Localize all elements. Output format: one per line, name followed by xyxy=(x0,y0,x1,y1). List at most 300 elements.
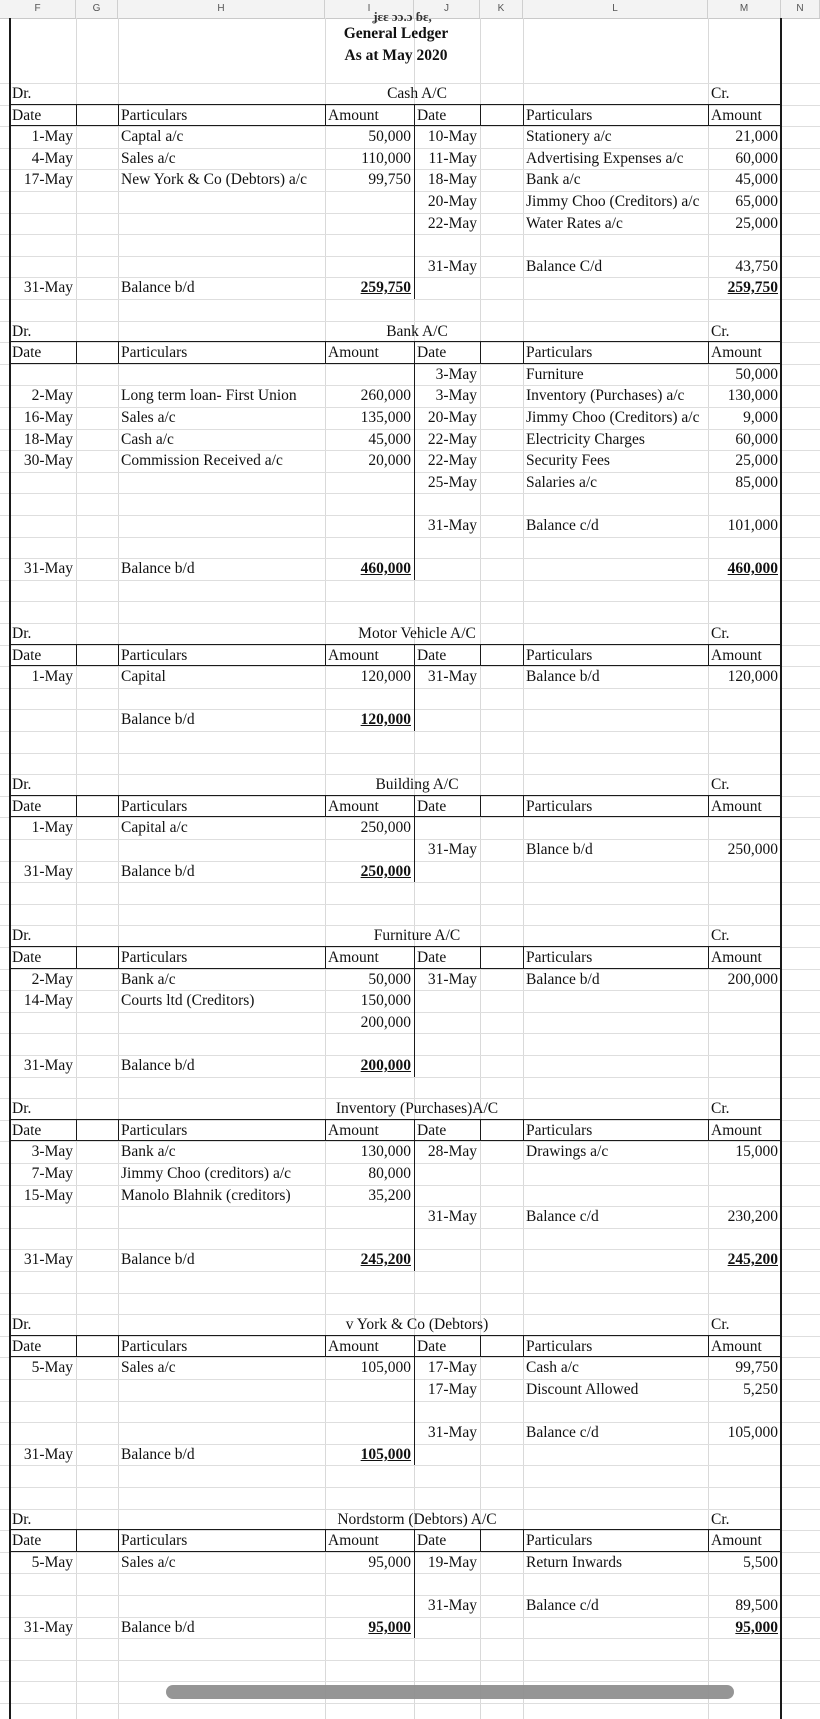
entry-particulars xyxy=(118,1228,325,1249)
entry-particulars-cr xyxy=(523,1033,708,1054)
entry-particulars xyxy=(118,1573,325,1594)
entry-date: 17-May xyxy=(23,171,73,188)
entry-date: 5-May xyxy=(31,1554,73,1571)
column-rule xyxy=(480,1336,481,1357)
entry-amount-cr: 245,200 xyxy=(727,1251,778,1268)
entry-date-cr: 11-May xyxy=(428,150,477,167)
entry-date: 14-May xyxy=(23,992,73,1009)
entry-amount: 99,750 xyxy=(368,171,411,188)
entry-particulars xyxy=(118,1422,325,1443)
column-label-date2: Date xyxy=(417,647,447,664)
entry-amount-cr: 200,000 xyxy=(727,971,778,988)
entry-particulars-cr xyxy=(523,1012,708,1033)
entry-amount: 250,000 xyxy=(360,863,411,880)
column-rule xyxy=(76,105,77,126)
column-label-date2: Date xyxy=(417,949,447,966)
entry-date: 4-May xyxy=(31,150,73,167)
column-label-amount: Amount xyxy=(328,107,379,124)
entry-amount xyxy=(325,472,414,493)
entry-particulars-cr: Balance b/d xyxy=(526,668,600,685)
entry-amount xyxy=(325,537,414,558)
entry-date-cr: 28-May xyxy=(427,1143,477,1160)
entry-amount-cr: 460,000 xyxy=(727,560,778,577)
entry-particulars: Balance b/d xyxy=(121,863,195,880)
entry-date-cr xyxy=(414,1055,480,1076)
entry-amount-cr: 130,000 xyxy=(727,387,778,404)
entry-amount: 460,000 xyxy=(360,560,411,577)
entry-amount-cr xyxy=(708,688,781,709)
column-label-particulars: Particulars xyxy=(121,949,188,966)
entry-amount-cr: 5,500 xyxy=(743,1554,778,1571)
entry-amount xyxy=(325,191,414,212)
column-header-f[interactable]: F xyxy=(0,0,76,18)
entry-particulars: Bank a/c xyxy=(121,971,176,988)
column-label-amount2: Amount xyxy=(711,1338,762,1355)
entry-date: 31-May xyxy=(23,1057,73,1074)
column-label-particulars2: Particulars xyxy=(526,798,593,815)
column-rule xyxy=(480,947,481,969)
entry-amount xyxy=(325,688,414,709)
entry-amount: 20,000 xyxy=(368,452,411,469)
ledger-title: General Ledger xyxy=(343,25,449,42)
entry-amount-cr xyxy=(708,1401,781,1422)
entry-amount xyxy=(325,493,414,514)
account-title: Building A/C xyxy=(375,776,459,793)
entry-amount-cr xyxy=(708,709,781,730)
entry-date-cr xyxy=(414,688,480,709)
entry-particulars: Sales a/c xyxy=(121,150,176,167)
entry-particulars-cr xyxy=(523,1401,708,1422)
column-label-amount: Amount xyxy=(328,949,379,966)
entry-particulars xyxy=(118,256,325,277)
entry-particulars: Balance b/d xyxy=(121,1251,195,1268)
entry-amount xyxy=(325,1401,414,1422)
entry-particulars-cr xyxy=(523,1444,708,1465)
entry-particulars-cr xyxy=(523,1163,708,1184)
entry-amount xyxy=(325,256,414,277)
column-label-date: Date xyxy=(12,949,42,966)
entry-amount xyxy=(325,839,414,860)
entry-particulars: Bank a/c xyxy=(121,1143,176,1160)
entry-date-cr xyxy=(414,1249,480,1270)
column-label-particulars2: Particulars xyxy=(526,1122,593,1139)
entry-date: 31-May xyxy=(23,279,73,296)
column-label-particulars2: Particulars xyxy=(526,949,593,966)
entry-date-cr: 31-May xyxy=(427,1424,477,1441)
entry-amount-cr: 21,000 xyxy=(735,128,778,145)
entry-amount-cr: 89,500 xyxy=(735,1597,778,1614)
entry-particulars xyxy=(118,364,325,385)
entry-amount xyxy=(325,1573,414,1594)
entry-amount xyxy=(325,1033,414,1054)
gridline-h xyxy=(0,882,820,883)
entry-amount: 35,200 xyxy=(368,1187,411,1204)
entry-date-cr xyxy=(414,1163,480,1184)
entry-date-cr xyxy=(414,990,480,1011)
entry-date: 5-May xyxy=(31,1359,73,1376)
entry-particulars xyxy=(118,537,325,558)
entry-date-cr: 3-May xyxy=(435,366,477,383)
column-label-particulars: Particulars xyxy=(121,1122,188,1139)
entry-particulars-cr xyxy=(523,277,708,298)
column-label-particulars: Particulars xyxy=(121,1532,188,1549)
entry-date-cr: 17-May xyxy=(427,1359,477,1376)
entry-date-cr xyxy=(414,493,480,514)
column-label-particulars: Particulars xyxy=(121,647,188,664)
column-label-amount2: Amount xyxy=(711,647,762,664)
entry-particulars: Manolo Blahnik (creditors) xyxy=(121,1187,291,1204)
entry-amount-cr: 43,750 xyxy=(735,258,778,275)
entry-particulars-cr: Electricity Charges xyxy=(526,431,645,448)
entry-amount-cr: 259,750 xyxy=(727,279,778,296)
gridline-h xyxy=(0,601,820,602)
entry-particulars: Long term loan- First Union xyxy=(121,387,297,404)
column-header-g[interactable]: G xyxy=(76,0,118,18)
column-label-date: Date xyxy=(12,1122,42,1139)
entry-particulars-cr: Discount Allowed xyxy=(526,1381,639,1398)
entry-amount-cr xyxy=(708,1228,781,1249)
entry-amount-cr: 101,000 xyxy=(727,517,778,534)
entry-amount-cr: 95,000 xyxy=(735,1619,778,1636)
entry-amount-cr xyxy=(708,1033,781,1054)
entry-date: 31-May xyxy=(23,1619,73,1636)
entry-date-cr xyxy=(414,1228,480,1249)
column-rule xyxy=(76,1530,77,1552)
cr-label: Cr. xyxy=(711,1100,730,1117)
dr-label: Dr. xyxy=(12,776,32,793)
column-header-l[interactable]: L xyxy=(523,0,708,18)
entry-amount: 110,000 xyxy=(361,150,411,167)
entry-date xyxy=(9,515,76,536)
entry-amount-cr: 15,000 xyxy=(735,1143,778,1160)
entry-date-cr: 22-May xyxy=(427,431,477,448)
gridline-h xyxy=(0,731,820,732)
column-label-amount: Amount xyxy=(328,647,379,664)
entry-amount-cr xyxy=(708,1444,781,1465)
column-label-amount: Amount xyxy=(328,344,379,361)
account-title: Bank A/C xyxy=(386,323,448,340)
entry-amount xyxy=(325,1595,414,1616)
entry-amount-cr xyxy=(708,817,781,838)
entry-particulars-cr: Advertising Expenses a/c xyxy=(526,150,684,167)
entry-date-cr: 18-May xyxy=(427,171,477,188)
entry-date: 30-May xyxy=(23,452,73,469)
entry-amount-cr: 25,000 xyxy=(735,215,778,232)
entry-particulars: Courts ltd (Creditors) xyxy=(121,992,255,1009)
entry-particulars: Sales a/c xyxy=(121,409,176,426)
entry-date xyxy=(9,1206,76,1227)
entry-date-cr xyxy=(414,1401,480,1422)
column-rule xyxy=(76,342,77,364)
entry-amount xyxy=(325,1206,414,1227)
dr-label: Dr. xyxy=(12,927,32,944)
column-rule xyxy=(480,1530,481,1552)
entry-amount xyxy=(325,364,414,385)
sheet-grid[interactable] xyxy=(0,9,820,1719)
entry-particulars: Balance b/d xyxy=(121,1446,195,1463)
column-rule xyxy=(76,947,77,969)
column-header-i[interactable]: I xyxy=(325,0,414,18)
entry-particulars-cr: Balance c/d xyxy=(526,1424,599,1441)
entry-date-cr xyxy=(414,1012,480,1033)
gridline-h xyxy=(0,1293,820,1294)
entry-amount-cr: 250,000 xyxy=(727,841,778,858)
entry-particulars-cr: Jimmy Choo (Creditors) a/c xyxy=(526,409,700,426)
entry-particulars-cr xyxy=(523,1185,708,1206)
column-rule xyxy=(76,1336,77,1357)
gridline-v xyxy=(76,18,77,1719)
entry-particulars: Captal a/c xyxy=(121,128,184,145)
dr-label: Dr. xyxy=(12,1316,32,1333)
column-header-n[interactable]: N xyxy=(781,0,820,18)
column-label-particulars2: Particulars xyxy=(526,1532,593,1549)
column-label-particulars2: Particulars xyxy=(526,344,593,361)
entry-particulars xyxy=(118,1401,325,1422)
account-title: Inventory (Purchases)A/C xyxy=(335,1100,499,1117)
account-title: v York & Co (Debtors) xyxy=(345,1316,489,1333)
entry-amount xyxy=(325,1422,414,1443)
entry-particulars: Balance b/d xyxy=(121,1619,195,1636)
account-title: Cash A/C xyxy=(387,85,447,102)
gridline-h xyxy=(0,1465,820,1466)
entry-date-cr xyxy=(414,1617,480,1638)
entry-particulars: Capital a/c xyxy=(121,819,188,836)
entry-amount: 45,000 xyxy=(368,431,411,448)
entry-date-cr xyxy=(414,1573,480,1594)
entry-date-cr: 31-May xyxy=(427,668,477,685)
entry-date-cr xyxy=(414,817,480,838)
entry-amount xyxy=(325,515,414,536)
entry-date: 31-May xyxy=(23,863,73,880)
entry-date-cr: 31-May xyxy=(427,258,477,275)
entry-date-cr: 22-May xyxy=(427,215,477,232)
column-rule xyxy=(480,1120,481,1141)
entry-particulars xyxy=(118,213,325,234)
entry-particulars: Balance b/d xyxy=(121,279,195,296)
gridline-h xyxy=(0,1487,820,1488)
entry-particulars-cr xyxy=(523,1055,708,1076)
column-label-amount: Amount xyxy=(328,1338,379,1355)
entry-date xyxy=(9,493,76,514)
entry-amount: 120,000 xyxy=(360,668,411,685)
dr-label: Dr. xyxy=(12,85,32,102)
cr-label: Cr. xyxy=(711,1511,730,1528)
entry-date-cr xyxy=(414,558,480,579)
entry-particulars: Commission Received a/c xyxy=(121,452,283,469)
entry-amount-cr: 85,000 xyxy=(735,474,778,491)
entry-amount-cr: 120,000 xyxy=(727,668,778,685)
column-header-k[interactable]: K xyxy=(480,0,523,18)
entry-date-cr: 31-May xyxy=(427,971,477,988)
column-label-amount2: Amount xyxy=(711,344,762,361)
column-rule xyxy=(76,645,77,666)
entry-particulars-cr: Balance c/d xyxy=(526,1597,599,1614)
gridline-h xyxy=(0,299,820,300)
entry-date xyxy=(9,234,76,255)
column-label-date: Date xyxy=(12,1532,42,1549)
entry-amount-cr xyxy=(708,1055,781,1076)
cr-label: Cr. xyxy=(711,625,730,642)
entry-date xyxy=(9,1033,76,1054)
entry-particulars xyxy=(118,515,325,536)
entry-date: 1-May xyxy=(31,128,73,145)
entry-particulars-cr xyxy=(523,1249,708,1270)
entry-date: 31-May xyxy=(23,1251,73,1268)
entry-date xyxy=(9,1228,76,1249)
entry-amount-cr: 65,000 xyxy=(735,193,778,210)
entry-date xyxy=(9,1379,76,1400)
entry-amount-cr xyxy=(708,1185,781,1206)
entry-particulars-cr: Balance c/d xyxy=(526,517,599,534)
entry-amount-cr xyxy=(708,1573,781,1594)
entry-amount-cr: 5,250 xyxy=(743,1381,778,1398)
entry-date-cr xyxy=(414,1033,480,1054)
entry-particulars-cr: Inventory (Purchases) a/c xyxy=(526,387,685,404)
entry-date xyxy=(9,1595,76,1616)
entry-amount: 200,000 xyxy=(360,1057,411,1074)
column-label-date2: Date xyxy=(417,1532,447,1549)
entry-particulars-cr xyxy=(523,558,708,579)
column-rule xyxy=(480,342,481,364)
column-rule xyxy=(480,645,481,666)
cr-label: Cr. xyxy=(711,323,730,340)
cr-label: Cr. xyxy=(711,85,730,102)
entry-particulars-cr xyxy=(523,1617,708,1638)
entry-particulars-cr: Furniture xyxy=(526,366,584,383)
entry-particulars-cr xyxy=(523,1573,708,1594)
entry-date: 2-May xyxy=(31,387,73,404)
entry-date-cr xyxy=(414,1185,480,1206)
entry-amount-cr: 9,000 xyxy=(743,409,778,426)
entry-amount: 80,000 xyxy=(368,1165,411,1182)
entry-date: 3-May xyxy=(31,1143,73,1160)
column-label-particulars: Particulars xyxy=(121,1338,188,1355)
dr-label: Dr. xyxy=(12,1100,32,1117)
column-label-particulars2: Particulars xyxy=(526,1338,593,1355)
entry-date: 16-May xyxy=(23,409,73,426)
entry-particulars xyxy=(118,1033,325,1054)
company-name-partial: ʝɛɛ ɔɔ.ɔ ɓɛ, xyxy=(373,9,432,24)
entry-date xyxy=(9,709,76,730)
entry-particulars-cr: Balance c/d xyxy=(526,1208,599,1225)
entry-amount: 50,000 xyxy=(368,128,411,145)
entry-amount: 200,000 xyxy=(360,1014,411,1031)
entry-date: 1-May xyxy=(31,668,73,685)
entry-amount-cr: 45,000 xyxy=(735,171,778,188)
entry-particulars-cr xyxy=(523,234,708,255)
entry-particulars-cr: Salaries a/c xyxy=(526,474,598,491)
column-rule xyxy=(76,1120,77,1141)
entry-date-cr: 20-May xyxy=(427,409,477,426)
entry-date xyxy=(9,472,76,493)
entry-date-cr xyxy=(414,709,480,730)
column-header-m[interactable]: M xyxy=(708,0,781,18)
entry-date: 2-May xyxy=(31,971,73,988)
entry-amount: 105,000 xyxy=(360,1359,411,1376)
column-label-date2: Date xyxy=(417,107,447,124)
entry-amount-cr xyxy=(708,1163,781,1184)
column-label-amount2: Amount xyxy=(711,798,762,815)
entry-amount: 95,000 xyxy=(368,1619,411,1636)
horizontal-scrollbar[interactable] xyxy=(166,1685,734,1699)
entry-particulars xyxy=(118,1012,325,1033)
entry-date xyxy=(9,537,76,558)
entry-date xyxy=(9,688,76,709)
entry-date: 7-May xyxy=(31,1165,73,1182)
column-label-amount: Amount xyxy=(328,1122,379,1139)
entry-amount-cr xyxy=(708,990,781,1011)
entry-particulars-cr: Balance b/d xyxy=(526,971,600,988)
column-label-amount: Amount xyxy=(328,798,379,815)
entry-amount xyxy=(325,213,414,234)
entry-amount-cr: 99,750 xyxy=(735,1359,778,1376)
entry-date xyxy=(9,364,76,385)
column-label-amount2: Amount xyxy=(711,949,762,966)
entry-date xyxy=(9,213,76,234)
column-label-particulars: Particulars xyxy=(121,798,188,815)
cr-label: Cr. xyxy=(711,927,730,944)
entry-date-cr xyxy=(414,1444,480,1465)
column-label-amount: Amount xyxy=(328,1532,379,1549)
entry-particulars-cr: Return Inwards xyxy=(526,1554,622,1571)
entry-amount-cr: 60,000 xyxy=(735,150,778,167)
entry-particulars: Balance b/d xyxy=(121,1057,195,1074)
dr-label: Dr. xyxy=(12,625,32,642)
entry-date xyxy=(9,1401,76,1422)
entry-particulars-cr: Drawings a/c xyxy=(526,1143,609,1160)
entry-amount-cr: 50,000 xyxy=(735,366,778,383)
column-label-particulars: Particulars xyxy=(121,107,188,124)
cr-label: Cr. xyxy=(711,776,730,793)
entry-particulars: Cash a/c xyxy=(121,431,174,448)
entry-particulars: New York & Co (Debtors) a/c xyxy=(121,171,307,188)
column-label-date: Date xyxy=(12,344,42,361)
dr-label: Dr. xyxy=(12,1511,32,1528)
column-label-particulars2: Particulars xyxy=(526,647,593,664)
entry-particulars: Balance b/d xyxy=(121,560,195,577)
gridline-h xyxy=(0,1703,820,1704)
entry-particulars-cr xyxy=(523,1228,708,1249)
entry-date: 1-May xyxy=(31,819,73,836)
column-label-amount2: Amount xyxy=(711,1122,762,1139)
entry-date-cr: 31-May xyxy=(427,841,477,858)
entry-particulars-cr: Security Fees xyxy=(526,452,610,469)
gridline-h xyxy=(0,904,820,905)
account-title: Nordstorm (Debtors) A/C xyxy=(337,1511,497,1528)
entry-amount-cr xyxy=(708,234,781,255)
entry-particulars xyxy=(118,493,325,514)
entry-particulars-cr xyxy=(523,817,708,838)
column-label-date: Date xyxy=(12,647,42,664)
entry-particulars xyxy=(118,472,325,493)
column-label-date: Date xyxy=(12,798,42,815)
column-rule xyxy=(76,796,77,817)
account-title: Motor Vehicle A/C xyxy=(358,625,476,642)
column-header-h[interactable]: H xyxy=(118,0,325,18)
entry-particulars xyxy=(118,1206,325,1227)
column-header-j[interactable]: J xyxy=(414,0,480,18)
entry-date xyxy=(9,1573,76,1594)
entry-date-cr: 10-May xyxy=(427,128,477,145)
column-label-amount2: Amount xyxy=(711,107,762,124)
entry-amount: 95,000 xyxy=(368,1554,411,1571)
entry-amount xyxy=(325,234,414,255)
entry-amount-cr xyxy=(708,493,781,514)
dr-label: Dr. xyxy=(12,323,32,340)
entry-date-cr: 3-May xyxy=(435,387,477,404)
entry-particulars xyxy=(118,839,325,860)
entry-amount-cr: 105,000 xyxy=(727,1424,778,1441)
